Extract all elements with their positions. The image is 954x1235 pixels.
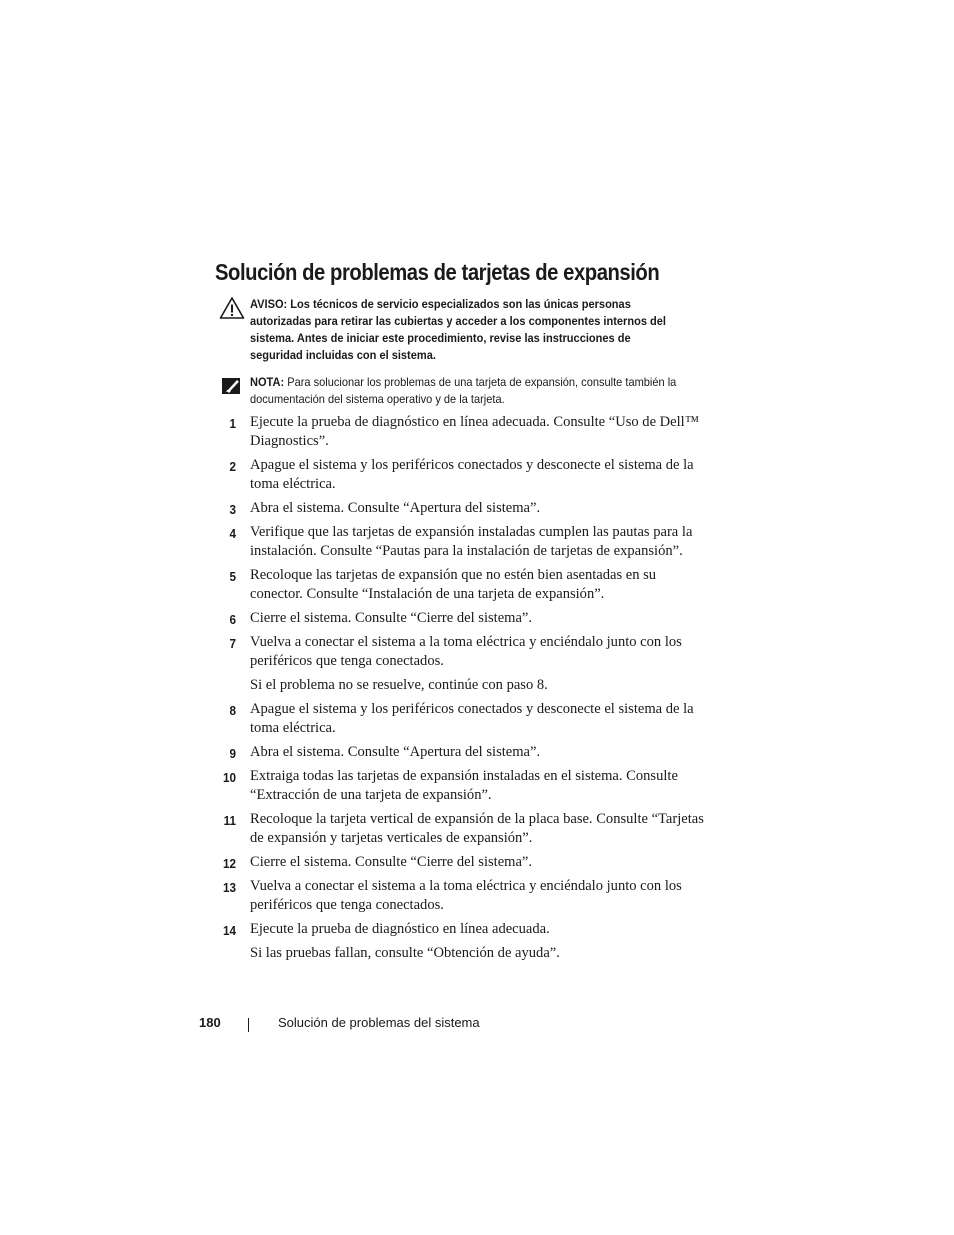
step-number: 5 <box>229 569 236 584</box>
step-number: 11 <box>223 813 236 828</box>
procedure-step <box>215 456 735 494</box>
step-number: 12 <box>222 856 236 871</box>
step-text: Cierre el sistema. Consulte “Cierre del sistema”. <box>250 610 533 626</box>
step-number: 3 <box>229 502 236 517</box>
warning-callout <box>215 296 715 364</box>
procedure-step <box>215 700 735 738</box>
procedure-step <box>215 767 735 805</box>
procedure-step <box>215 743 735 762</box>
step-text: Cierre el sistema. Consulte “Cierre del sistema”. <box>250 854 533 870</box>
step-text: Extraiga todas las tarjetas de expansión instaladas en el sistema. Consulte “Extracción de una tarjeta de expansión”. <box>250 768 678 803</box>
step-number: 13 <box>222 880 236 895</box>
step-text: Apague el sistema y los periféricos conectados y desconecte el sistema de la toma eléctrica. <box>250 701 694 736</box>
step-text: Vuelva a conectar el sistema a la toma eléctrica y enciéndalo junto con los periféricos que tenga conectados. <box>250 634 682 669</box>
note-text: Para solucionar los problemas de una tarjeta de expansión, consulte también la documentación del sistema operativo y de la tarjeta. <box>250 375 677 406</box>
note-callout <box>215 374 715 408</box>
step-text: Ejecute la prueba de diagnóstico en línea adecuada. <box>250 921 550 937</box>
procedure-step <box>215 523 735 561</box>
procedure-step <box>215 609 735 628</box>
page-title: Solución de problemas de tarjetas de expansión <box>215 259 660 285</box>
page-footer <box>0 1015 954 1035</box>
footer-section-title: Solución de problemas del sistema <box>278 1015 480 1030</box>
footer-divider <box>248 1018 249 1032</box>
step-note: Si las pruebas fallan, consulte “Obtención de ayuda”. <box>250 945 560 961</box>
warning-text: Los técnicos de servicio especializados son las únicas personas autorizadas para retirar las cubiertas y acceder a los componentes internos del sistema. Antes de iniciar este procedimiento, revise las instrucciones de seguridad incluidas con el sistema. <box>250 297 667 362</box>
procedure-step <box>215 853 735 872</box>
step-number: 4 <box>229 526 236 541</box>
step-number: 9 <box>229 746 236 761</box>
warning-label: AVISO: <box>250 297 288 311</box>
step-number: 14 <box>222 923 236 938</box>
step-number: 10 <box>222 770 236 785</box>
step-text: Verifique que las tarjetas de expansión instaladas cumplen las pautas para la instalación. Consulte “Pautas para la instalación de tarjetas de expansión”. <box>250 524 693 559</box>
warning-triangle-icon <box>219 296 245 320</box>
note-label: NOTA: <box>250 375 285 389</box>
procedure-step <box>215 877 735 915</box>
procedure-step <box>215 633 735 695</box>
step-text: Abra el sistema. Consulte “Apertura del sistema”. <box>250 500 541 516</box>
note-body <box>250 374 682 408</box>
warning-body <box>250 296 682 364</box>
procedure-step <box>215 413 735 451</box>
step-text: Recoloque la tarjeta vertical de expansión de la placa base. Consulte “Tarjetas de expansión y tarjetas verticales de expansión”. <box>250 811 704 846</box>
step-number: 1 <box>229 416 236 431</box>
step-note: Si el problema no se resuelve, continúe con paso 8. <box>250 677 548 693</box>
procedure-steps <box>215 413 735 968</box>
procedure-step <box>215 566 735 604</box>
step-text: Vuelva a conectar el sistema a la toma eléctrica y enciéndalo junto con los periféricos que tenga conectados. <box>250 878 682 913</box>
step-number: 2 <box>229 459 236 474</box>
page-number: 180 <box>199 1015 221 1030</box>
procedure-step <box>215 499 735 518</box>
step-number: 7 <box>229 636 236 651</box>
procedure-step <box>215 810 735 848</box>
step-text: Recoloque las tarjetas de expansión que no estén bien asentadas en su conector. Consulte “Instalación de una tarjeta de expansión”. <box>250 567 657 602</box>
procedure-step <box>215 920 735 963</box>
step-text: Abra el sistema. Consulte “Apertura del sistema”. <box>250 744 541 760</box>
step-text: Apague el sistema y los periféricos conectados y desconecte el sistema de la toma eléctrica. <box>250 457 694 492</box>
step-text: Ejecute la prueba de diagnóstico en línea adecuada. Consulte “Uso de Dell™ Diagnostics”. <box>250 414 699 449</box>
note-pencil-icon <box>219 374 245 398</box>
step-number: 8 <box>229 703 236 718</box>
step-number: 6 <box>229 612 236 627</box>
